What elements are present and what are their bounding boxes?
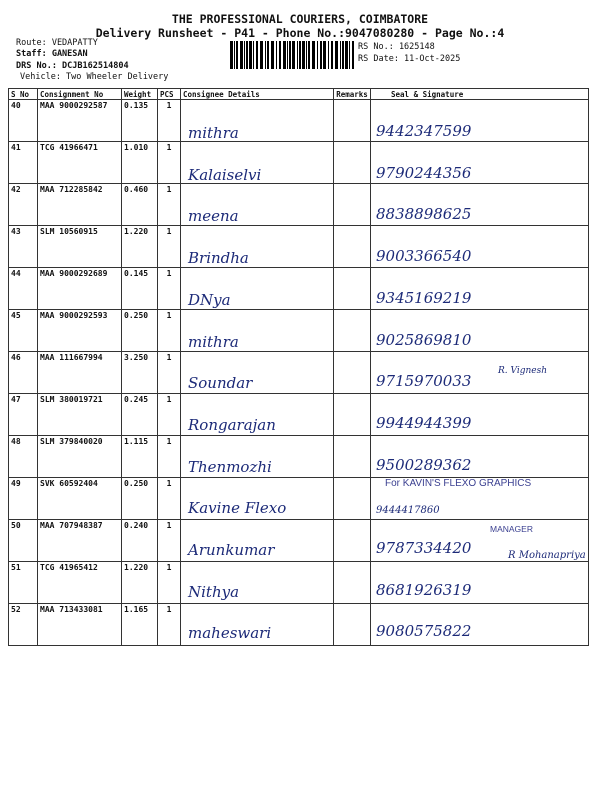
barcode-bar bbox=[240, 41, 243, 69]
staff-label: Staff: GANESAN bbox=[16, 49, 88, 59]
cell-weight: 1.220 bbox=[122, 226, 158, 268]
barcode-bar bbox=[230, 41, 233, 69]
rs-date: RS Date: 11-Oct-2025 bbox=[358, 54, 461, 64]
barcode-bar bbox=[260, 41, 263, 69]
cell-weight: 0.245 bbox=[122, 394, 158, 436]
cell-sno: 45 bbox=[9, 310, 38, 352]
barcode-bar bbox=[246, 41, 248, 69]
handwritten-consignee-name: mithra bbox=[188, 332, 239, 351]
handwritten-consignee-name: Arunkumar bbox=[188, 541, 275, 559]
cell-consignment: TCG 41966471 bbox=[38, 142, 122, 184]
handwritten-signature-phone: 9500289362 bbox=[376, 455, 472, 474]
barcode-bar bbox=[320, 41, 322, 69]
handwritten-consignee-name: Kavine Flexo bbox=[188, 499, 287, 518]
cell-consignment: SLM 379840020 bbox=[38, 436, 122, 478]
handwritten-consignee-name: maheswari bbox=[188, 624, 272, 643]
barcode-bar bbox=[345, 41, 348, 69]
barcode-bar bbox=[276, 41, 277, 69]
cell-remarks bbox=[334, 310, 371, 352]
cell-sno: 50 bbox=[9, 520, 38, 562]
barcode-bar bbox=[312, 41, 315, 69]
rs-number: RS No.: 1625148 bbox=[358, 42, 435, 52]
cell-consignment: MAA 9000292587 bbox=[38, 100, 122, 142]
cell-sno: 51 bbox=[9, 562, 38, 604]
cell-consignment: SLM 380019721 bbox=[38, 394, 122, 436]
barcode-bar bbox=[328, 41, 329, 69]
stamp-role: MANAGER bbox=[490, 524, 533, 534]
cell-pcs: 1 bbox=[158, 604, 181, 646]
cell-consignment: MAA 9000292689 bbox=[38, 268, 122, 310]
cell-sno: 46 bbox=[9, 352, 38, 394]
handwritten-consignee-name: Rongarajan bbox=[188, 415, 276, 434]
signature-note-row50: R Mohanapriya bbox=[508, 550, 586, 561]
barcode-bar bbox=[340, 41, 341, 69]
cell-remarks bbox=[334, 352, 371, 394]
handwritten-signature-phone: 9345169219 bbox=[376, 288, 472, 307]
col-header-pcs: PCS bbox=[158, 89, 181, 100]
barcode-bar bbox=[271, 41, 274, 69]
cell-sno: 42 bbox=[9, 184, 38, 226]
col-header-signature: Seal & Signature bbox=[371, 89, 589, 100]
cell-remarks bbox=[334, 100, 371, 142]
cell-pcs: 1 bbox=[158, 394, 181, 436]
cell-consignment: MAA 9000292593 bbox=[38, 310, 122, 352]
cell-weight: 0.145 bbox=[122, 268, 158, 310]
cell-pcs: 1 bbox=[158, 436, 181, 478]
cell-pcs: 1 bbox=[158, 226, 181, 268]
barcode-bar bbox=[253, 41, 254, 69]
barcode bbox=[230, 41, 354, 69]
col-header-consignment: Consignment No bbox=[38, 89, 122, 100]
handwritten-consignee-name: Nithya bbox=[188, 582, 240, 601]
cell-sno: 49 bbox=[9, 478, 38, 520]
cell-pcs: 1 bbox=[158, 562, 181, 604]
table-row bbox=[9, 142, 589, 184]
cell-weight: 0.240 bbox=[122, 520, 158, 562]
handwritten-consignee-name: Kalaiselvi bbox=[188, 165, 262, 184]
cell-consignment: SVK 60592404 bbox=[38, 478, 122, 520]
cell-consignment: MAA 713433081 bbox=[38, 604, 122, 646]
barcode-bar bbox=[279, 41, 281, 69]
handwritten-consignee-name: DNya bbox=[188, 290, 231, 309]
barcode-bar bbox=[292, 41, 295, 69]
stamp-company: For KAVIN'S FLEXO GRAPHICS bbox=[385, 478, 532, 489]
cell-remarks bbox=[334, 562, 371, 604]
handwritten-consignee-name: meena bbox=[188, 207, 239, 226]
cell-pcs: 1 bbox=[158, 184, 181, 226]
cell-remarks bbox=[334, 436, 371, 478]
handwritten-signature-phone: 9025869810 bbox=[376, 330, 472, 349]
handwritten-signature-phone: 9790244356 bbox=[376, 163, 472, 182]
cell-consignment: SLM 10560915 bbox=[38, 226, 122, 268]
handwritten-consignee-name: Thenmozhi bbox=[188, 457, 272, 476]
route-label: Route: VEDAPATTY bbox=[16, 38, 98, 48]
cell-pcs: 1 bbox=[158, 142, 181, 184]
drs-label: DRS No.: DCJB162514804 bbox=[16, 61, 129, 71]
handwritten-consignee-name: Soundar bbox=[188, 374, 253, 393]
handwritten-signature-phone: 9442347599 bbox=[376, 122, 472, 140]
barcode-bar bbox=[323, 41, 326, 69]
barcode-bar bbox=[335, 41, 338, 69]
table-row bbox=[9, 562, 589, 604]
cell-consignment: TCG 41965412 bbox=[38, 562, 122, 604]
cell-weight: 1.010 bbox=[122, 142, 158, 184]
cell-consignment: MAA 111667994 bbox=[38, 352, 122, 394]
vehicle-label: Vehicle: Two Wheeler Delivery bbox=[20, 72, 169, 82]
table-row bbox=[9, 268, 589, 310]
handwritten-signature-phone: 9715970033 bbox=[376, 372, 472, 391]
cell-sno: 43 bbox=[9, 226, 38, 268]
barcode-bar bbox=[352, 41, 354, 69]
handwritten-signature-phone: 8838898625 bbox=[376, 205, 472, 224]
cell-weight: 0.135 bbox=[122, 100, 158, 142]
col-header-remarks: Remarks bbox=[334, 89, 371, 100]
table-row bbox=[9, 604, 589, 646]
barcode-bar bbox=[234, 41, 235, 69]
barcode-bar bbox=[265, 41, 266, 69]
handwritten-consignee-name: Brindha bbox=[188, 249, 249, 268]
cell-consignment: MAA 712285842 bbox=[38, 184, 122, 226]
cell-weight: 1.165 bbox=[122, 604, 158, 646]
col-header-sno: S No bbox=[9, 89, 38, 100]
barcode-bar bbox=[244, 41, 245, 69]
barcode-bar bbox=[249, 41, 252, 69]
cell-sno: 47 bbox=[9, 394, 38, 436]
handwritten-signature-phone: 9944944399 bbox=[376, 413, 472, 432]
cell-weight: 0.250 bbox=[122, 310, 158, 352]
cell-pcs: 1 bbox=[158, 268, 181, 310]
table-row bbox=[9, 100, 589, 142]
barcode-bar bbox=[283, 41, 286, 69]
cell-pcs: 1 bbox=[158, 310, 181, 352]
cell-consignment: MAA 707948387 bbox=[38, 520, 122, 562]
barcode-bar bbox=[287, 41, 288, 69]
handwritten-signature-phone: 9003366540 bbox=[376, 247, 472, 266]
cell-remarks bbox=[334, 478, 371, 520]
barcode-bar bbox=[349, 41, 350, 69]
handwritten-signature-phone: 9444417860 bbox=[376, 505, 440, 517]
cell-remarks bbox=[334, 268, 371, 310]
company-title: THE PROFESSIONAL COURIERS, COIMBATORE bbox=[171, 12, 429, 26]
barcode-bar bbox=[306, 41, 307, 69]
barcode-bar bbox=[331, 41, 333, 69]
handwritten-consignee-name: mithra bbox=[188, 124, 239, 142]
barcode-bar bbox=[302, 41, 305, 69]
cell-sno: 41 bbox=[9, 142, 38, 184]
cell-remarks bbox=[334, 142, 371, 184]
cell-sno: 44 bbox=[9, 268, 38, 310]
table-row bbox=[9, 184, 589, 226]
handwritten-signature-phone: 9787334420 bbox=[376, 539, 472, 557]
barcode-bar bbox=[299, 41, 301, 69]
cell-pcs: 1 bbox=[158, 100, 181, 142]
table-row bbox=[9, 394, 589, 436]
cell-pcs: 1 bbox=[158, 352, 181, 394]
handwritten-signature-phone: 8681926319 bbox=[376, 580, 472, 599]
cell-remarks bbox=[334, 184, 371, 226]
cell-sno: 48 bbox=[9, 436, 38, 478]
cell-weight: 0.460 bbox=[122, 184, 158, 226]
barcode-bar bbox=[236, 41, 238, 69]
handwritten-signature-phone: 9080575822 bbox=[376, 622, 472, 641]
cell-remarks bbox=[334, 520, 371, 562]
table-row bbox=[9, 226, 589, 268]
barcode-bar bbox=[297, 41, 298, 69]
barcode-bar bbox=[289, 41, 291, 69]
cell-sno: 52 bbox=[9, 604, 38, 646]
col-header-consignee: Consignee Details bbox=[181, 89, 334, 100]
cell-sno: 40 bbox=[9, 100, 38, 142]
barcode-bar bbox=[342, 41, 344, 69]
cell-pcs: 1 bbox=[158, 520, 181, 562]
cell-weight: 1.220 bbox=[122, 562, 158, 604]
table-header-row bbox=[9, 89, 589, 100]
cell-remarks bbox=[334, 604, 371, 646]
table-row bbox=[9, 436, 589, 478]
cell-pcs: 1 bbox=[158, 478, 181, 520]
barcode-bar bbox=[308, 41, 310, 69]
barcode-bar bbox=[256, 41, 258, 69]
table-row bbox=[9, 310, 589, 352]
cell-weight: 1.115 bbox=[122, 436, 158, 478]
barcode-bar bbox=[317, 41, 318, 69]
cell-weight: 0.250 bbox=[122, 478, 158, 520]
barcode-bar bbox=[267, 41, 269, 69]
col-header-weight: Weight bbox=[122, 89, 158, 100]
cell-weight: 3.250 bbox=[122, 352, 158, 394]
cell-remarks bbox=[334, 394, 371, 436]
signature-note-row46: R. Vignesh bbox=[498, 366, 548, 376]
cell-remarks bbox=[334, 226, 371, 268]
runsheet-subtitle: Delivery Runsheet - P41 - Phone No.:9047080280 - Page No.:4 bbox=[95, 26, 505, 40]
